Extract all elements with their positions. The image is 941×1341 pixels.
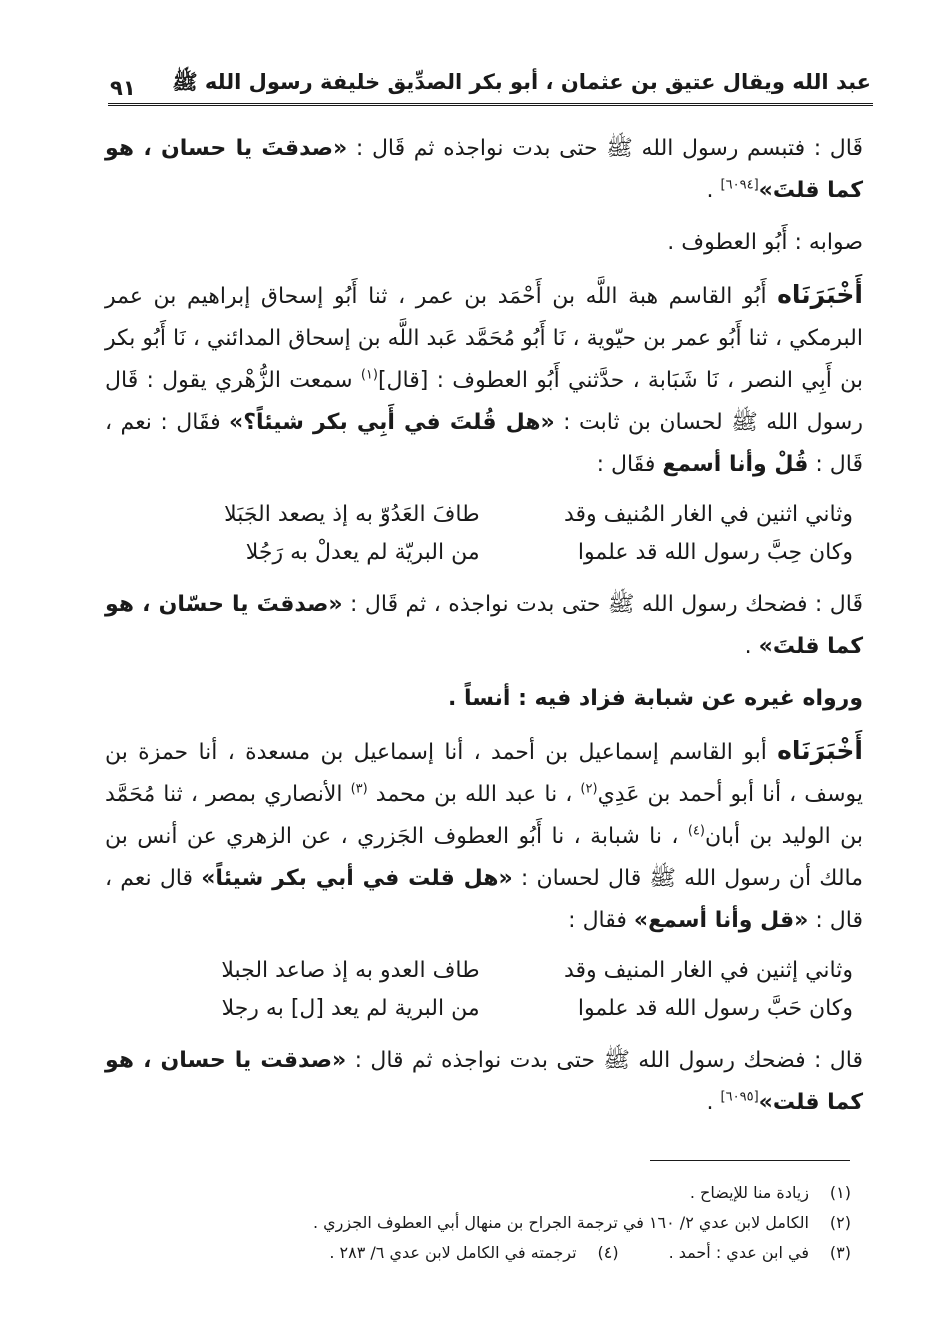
p6-text-b: ، نا عبد الله بن محمد (367, 782, 581, 807)
poem-1-line-1 (105, 496, 863, 534)
footnote-marker-2[interactable]: (٢) (580, 781, 598, 797)
p4-quote: «صدقتَ يا حسّان ، هو كما قلتَ» (105, 592, 863, 659)
footnote-2 (110, 1208, 851, 1238)
p3-quote-1: «هل قُلتَ في أَبِي بكر شيئاً؟» (229, 410, 555, 435)
p6-quote-2: «قل وأنا أسمع» (633, 908, 809, 933)
hadith-ref-6094: [٦٠٩٤] (720, 177, 759, 193)
paragraph-2 (105, 222, 863, 264)
p6-quote-1: «هل قلت في أبي بكر شيئاً» (201, 866, 513, 891)
p6-text-f: فقال : (568, 908, 634, 933)
p6-text-a: أبو القاسم إسماعيل بن أحمد ، أنا إسماعيل بن مسعدة ، أنا حمزة بن يوسف ، أنا أبو أحمد بن عَدِي (105, 740, 864, 807)
p7-text: قال : فضحك رسول الله ﷺ حتى بدت نواجذه ثم قال : (346, 1048, 863, 1073)
p6-text-d: ، نا شبابة ، نا أَبُو العطوف الجَزري ، عن الزهري عن أنس بن مالك أن رسول الله ﷺ قال لحسان : (105, 824, 864, 891)
poem-2-line-1 (105, 952, 863, 990)
footnote-1 (110, 1178, 851, 1208)
hemistich-1: وثاني إثنين في الغار المنيف وقد (563, 958, 853, 983)
running-title: عبد الله ويقال عتيق بن عثمان ، أبو بكر الصدِّيق خليفة رسول الله ﷺ (172, 70, 871, 94)
hemistich-2: من البرية لم يعد [ل] به رجلا (221, 996, 480, 1021)
paragraph-4 (105, 584, 863, 668)
p6-lead: أَخْبَرَنَاه (777, 736, 863, 765)
paragraph-1 (105, 128, 863, 212)
footnote-text: الكامل لابن عدي ٢/ ١٦٠ في ترجمة الجراح بن منهال أبي العطوف الجزري . (312, 1213, 809, 1232)
footnote-text: ترجمته في الكامل لابن عدي ٦/ ٢٨٣ . (329, 1243, 577, 1262)
footnote-number: (٤) (597, 1243, 619, 1262)
hemistich-2: من البريّة لم يعدلْ به رَجُلا (245, 540, 480, 565)
footnote-marker-3[interactable]: (٣) (350, 781, 368, 797)
poem-1-line-2 (105, 534, 863, 572)
paragraph-3 (105, 274, 863, 486)
p1-quote: «صدقتَ يا حسان ، هو كما قلتَ» (105, 136, 863, 203)
p2-text: صوابه : أَبُو العطوف . (667, 230, 863, 255)
p7-end: . (706, 1090, 721, 1115)
footnote-rule (650, 1160, 850, 1161)
footnote-marker-4[interactable]: (٤) (687, 823, 705, 839)
footnote-number: (٢) (829, 1213, 851, 1232)
footnote-marker-1[interactable]: (١) (360, 367, 378, 383)
p1-end: . (706, 178, 721, 203)
hemistich-2: طافَ العَدُوّ به إذ يصعد الجَبَلا (224, 502, 480, 527)
p7-quote: «صدقت يا حسان ، هو كما قلت» (105, 1048, 863, 1115)
paragraph-7 (105, 1040, 863, 1124)
p1-text: قَال : فتبسم رسول الله ﷺ حتى بدت نواجذه ثم قَال : (347, 136, 863, 161)
poem-2-line-2 (105, 990, 863, 1028)
footnote-number: (١) (829, 1183, 851, 1202)
hadith-ref-6095: [٦٠٩٥] (720, 1089, 759, 1105)
running-header (110, 60, 871, 100)
poem-2 (105, 952, 863, 1028)
p4-text: قَال : فضحك رسول الله ﷺ حتى بدت نواجذه ، ثم قَال : (342, 592, 863, 617)
p6-text-c: الأنصاري بمصر ، ثنا مُحَمَّد بن الوليد بن أبان (105, 782, 863, 849)
hemistich-2: طاف العدو به إذ صاعد الجبلا (221, 958, 480, 983)
footnote-3-4 (110, 1238, 851, 1268)
p5-text: ورواه غيره عن شبابة فزاد فيه : أنساً . (447, 686, 863, 711)
p4-end: . (744, 634, 759, 659)
p6-text-e: قال نعم ، قال : (105, 866, 863, 933)
poem-1 (105, 496, 863, 572)
p3-quote-2: قُلْ وأنا أسمع (662, 452, 809, 477)
page-number: ٩١ (110, 76, 136, 100)
footnote-text: في ابن عدي : أحمد . (668, 1243, 809, 1262)
hemistich-1: وكان حَبَّ رسول الله قد علموا (577, 996, 853, 1021)
p3-lead: أَخْبَرَنَاه (777, 280, 863, 309)
p3-text-a: أَبُو القاسم هبة اللَّه بن أَحْمَد بن عمر ، ثنا أَبُو إسحاق إبراهيم بن عمر البرمكي ، ثنا أَبُو عمر بن حيّوية ، نَا أَبُو مُحَمَّد عَبد اللَّه بن إسحاق المدائني ، نَا أَبُو بكر بن أَبِي النصر ، نَا شَبَابة ، حدَّثني أَبُو العطوف : [قال] (105, 284, 863, 393)
hemistich-1: وكان حِبَّ رسول الله قد علموا (577, 540, 853, 565)
p3-text-b: سمعت الزُّهْري يقول : قَال رسول الله ﷺ لحسان بن ثابت : (105, 368, 863, 435)
footnotes (110, 1178, 851, 1268)
paragraph-5 (105, 678, 863, 720)
header-rule (108, 103, 873, 106)
footnote-text: زيادة منا للإيضاح . (689, 1183, 809, 1202)
footnote-number: (٣) (829, 1243, 851, 1262)
hemistich-1: وثاني اثنين في الغار المُنيف وقد (563, 502, 853, 527)
p3-text-d: فقَال : (596, 452, 663, 477)
p3-text-c: فقَال : نعم ، قَال : (105, 410, 863, 477)
footnote-spacer (619, 1238, 669, 1268)
paragraph-6 (105, 730, 863, 942)
main-text (105, 128, 863, 1134)
